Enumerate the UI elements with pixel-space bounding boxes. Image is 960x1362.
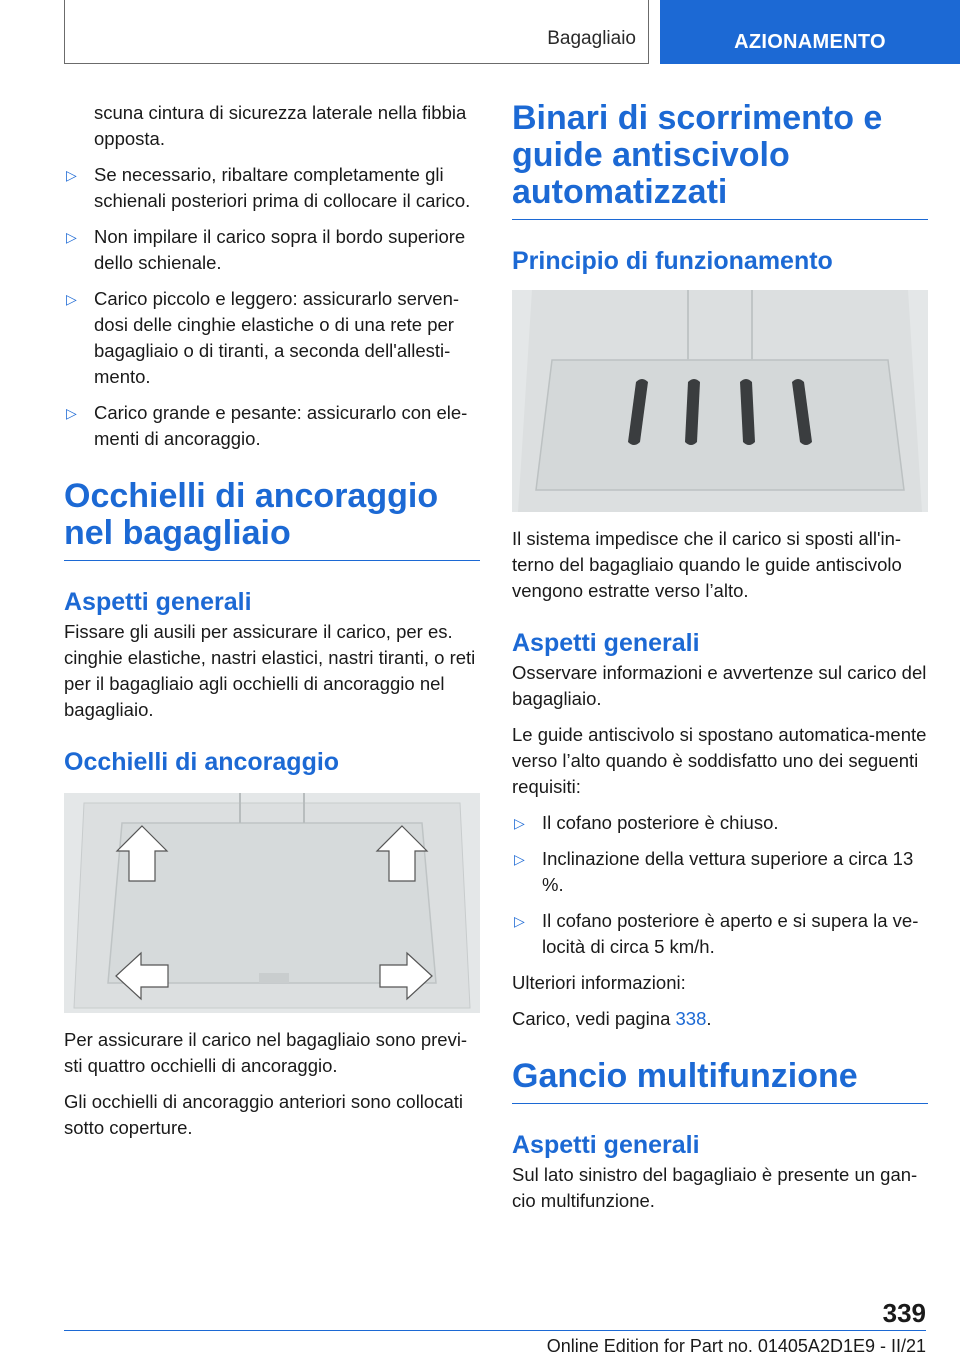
subheading-eyelets: Occhielli di ancoraggio <box>64 748 340 776</box>
trunk-eyelets-illustration <box>64 793 480 1013</box>
footer-edition: Online Edition for Part no. 01405A2D1E9 - II/21 <box>546 1336 926 1356</box>
list-item-text: Carico grande e pesante: assicurarlo con ele-menti di ancoraggio. <box>94 402 468 449</box>
section-heading-hook: Gancio multifunzione <box>512 1058 928 1104</box>
cross-reference-text: Carico, vedi pagina <box>512 1008 676 1029</box>
triangle-right-icon: ▷ <box>66 291 77 307</box>
more-info-label: Ulteriori informazioni: <box>512 972 686 993</box>
left-column <box>64 100 480 1151</box>
triangle-right-icon: ▷ <box>514 815 525 831</box>
page-number: 339 <box>882 1298 926 1328</box>
list-item-text: Se necessario, ribaltare completamente gli schienali posteriori prima di collocare il carico. <box>94 164 471 211</box>
general-paragraph-1: Osservare informazioni e avvertenze sul carico del bagagliaio. <box>512 662 927 709</box>
triangle-right-icon: ▷ <box>66 167 77 183</box>
general-paragraph-2: Le guide antiscivolo si spostano automatica-mente verso l’alto quando è soddisfatto uno dei seguenti requisiti: <box>512 724 927 797</box>
section-title: Bagagliaio <box>547 28 636 49</box>
cross-reference <box>512 1006 928 1032</box>
list-item-text: Il cofano posteriore è aperto e si supera la ve-locità di circa 5 km/h. <box>542 910 919 957</box>
antislip-guides-figure <box>512 290 928 512</box>
list-item <box>512 908 928 960</box>
antislip-guides-illustration <box>512 290 928 512</box>
page-link[interactable]: 338 <box>675 1008 707 1029</box>
triangle-right-icon: ▷ <box>66 405 77 421</box>
subheading-general-right: Aspetti generali <box>512 629 700 657</box>
section-heading-rails: Binari di scorrimento e guide antiscivolo automatizzati <box>512 100 928 220</box>
header-box <box>64 0 649 64</box>
list-item-text: Inclinazione della vettura superiore a circa 13 %. <box>542 848 914 895</box>
continued-text: scuna cintura di sicurezza laterale nella fibbia opposta. <box>94 102 467 149</box>
front-eyelets-paragraph: Gli occhielli di ancoraggio anteriori sono collocati sotto coperture. <box>64 1091 463 1138</box>
subheading-principle: Principio di funzionamento <box>512 247 833 275</box>
principle-paragraph: Il sistema impedisce che il carico si sposti all'in-terno del bagagliaio quando le guide antiscivolo vengono estratte verso l’alto. <box>512 528 902 601</box>
requirements-list <box>512 810 928 960</box>
general-paragraph: Fissare gli ausili per assicurare il carico, per es. cinghie elastiche, nastri elastici, nastri tiranti, o reti per il bagagliaio agli occhielli di ancoraggio nel bagagliaio. <box>64 621 476 720</box>
footer-divider <box>64 1330 926 1331</box>
list-item <box>64 224 480 276</box>
triangle-right-icon: ▷ <box>514 851 525 867</box>
eyelets-count-paragraph: Per assicurare il carico nel bagagliaio sono previ-sti quattro occhielli di ancoraggio. <box>64 1029 468 1076</box>
triangle-right-icon: ▷ <box>66 229 77 245</box>
hook-paragraph: Sul lato sinistro del bagagliaio è presente un gan-cio multifunzione. <box>512 1164 918 1211</box>
right-column <box>512 100 928 1224</box>
list-item-text: Carico piccolo e leggero: assicurarlo serven-dosi delle cinghie elastiche o di una rete per bagagliaio o di tiranti, a seconda dell'allesti-mento. <box>94 288 460 387</box>
list-item <box>512 810 928 836</box>
subheading-general: Aspetti generali <box>64 588 252 616</box>
subheading-hook-general: Aspetti generali <box>512 1131 700 1159</box>
list-item <box>512 846 928 898</box>
list-item <box>64 162 480 214</box>
cross-reference-suffix: . <box>706 1008 712 1029</box>
left-bullet-list <box>64 162 480 452</box>
list-item <box>64 400 480 452</box>
list-item <box>64 286 480 390</box>
trunk-eyelets-figure <box>64 793 480 1013</box>
list-item-text: Il cofano posteriore è chiuso. <box>542 812 779 833</box>
list-item-text: Non impilare il carico sopra il bordo superiore dello schienale. <box>94 226 466 273</box>
chapter-tab: AZIONAMENTO <box>660 0 960 64</box>
triangle-right-icon: ▷ <box>514 913 525 929</box>
section-heading-eyelets: Occhielli di ancoraggio nel bagagliaio <box>64 478 480 561</box>
